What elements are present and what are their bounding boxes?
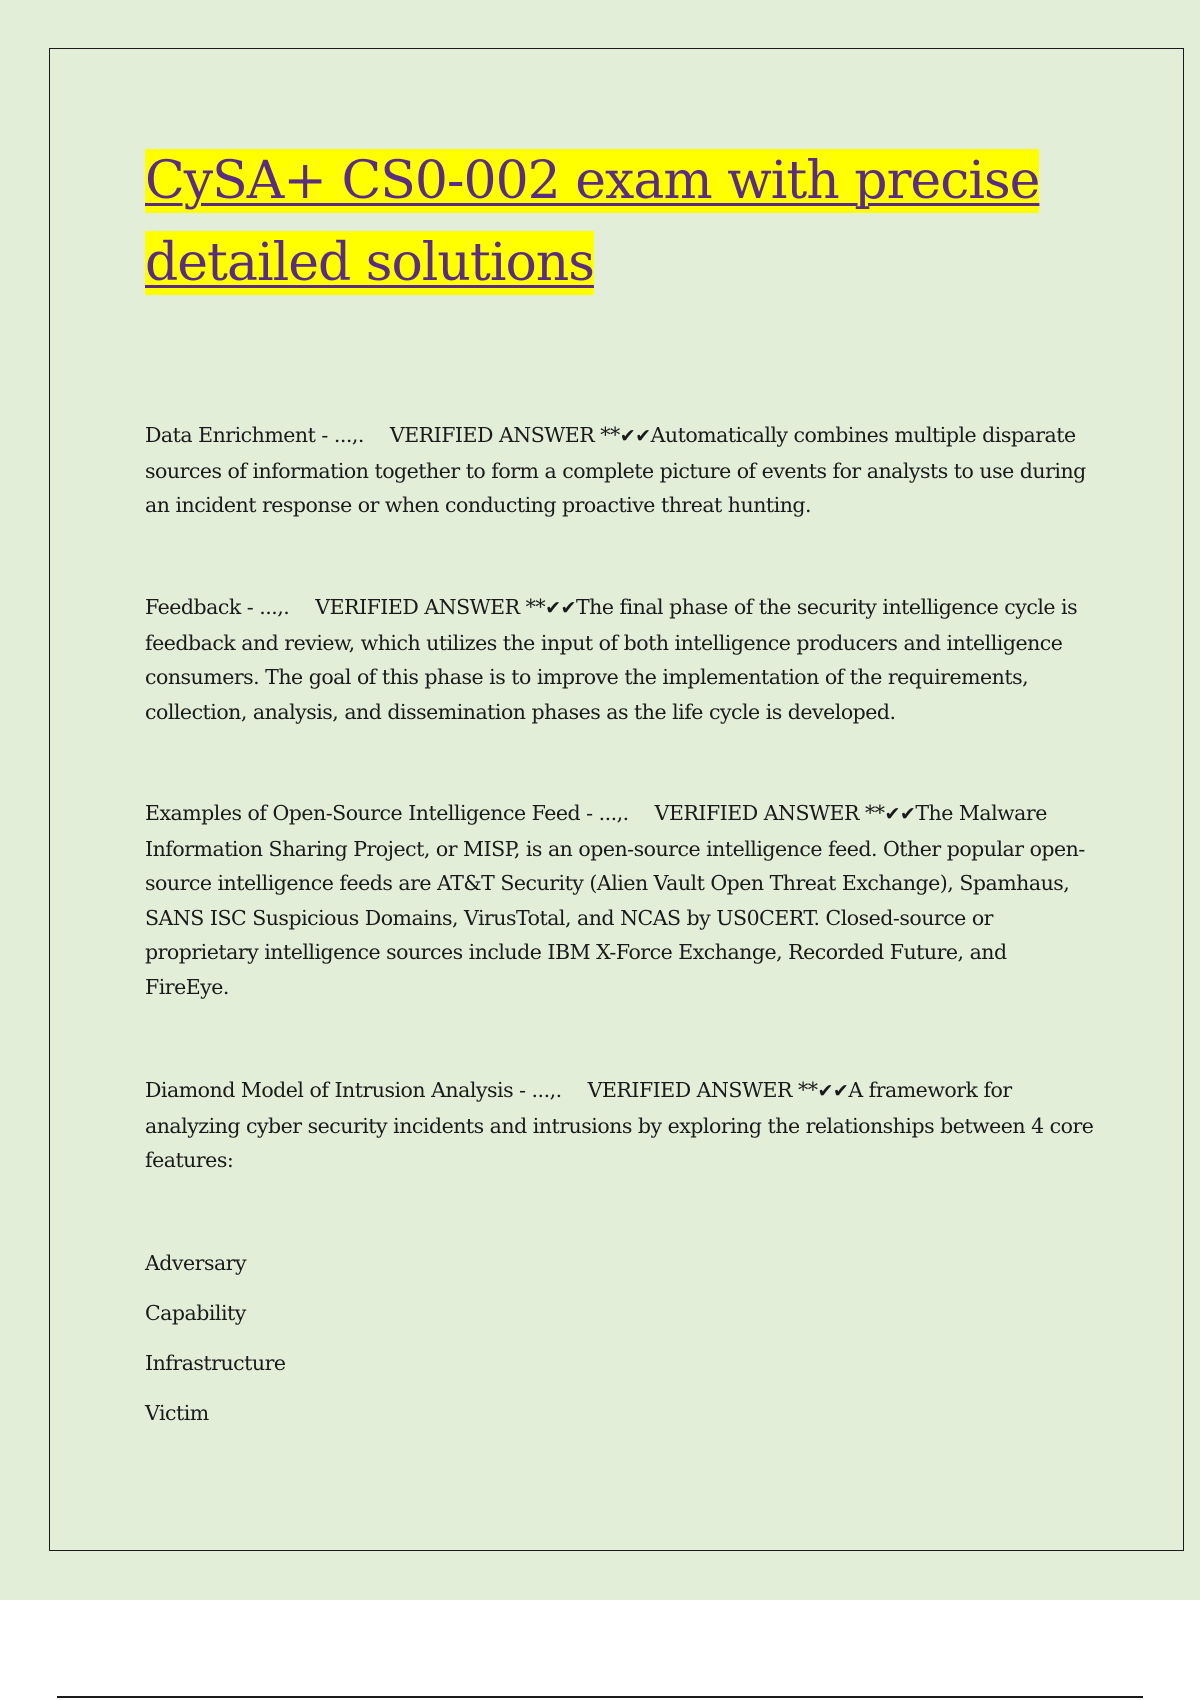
footer-divider — [57, 1696, 1143, 1698]
qa-item-diamond-model — [145, 1073, 1095, 1178]
core-features-list — [145, 1245, 286, 1445]
qa-item-osint-feeds — [145, 796, 1095, 1004]
verified-answer-label: VERIFIED ANSWER ** — [315, 595, 546, 619]
qa-answer: Automatically combines multiple disparate sources of information together to form a complete picture of events for analysts to use during an incident response or when conducting proactive threat hunting. — [145, 423, 1086, 517]
check-icon: ✔✔ — [619, 425, 651, 447]
check-icon: ✔✔ — [884, 803, 916, 825]
qa-term: Diamond Model of Intrusion Analysis - ...,. — [145, 1078, 562, 1102]
verified-answer-label: VERIFIED ANSWER ** — [654, 801, 885, 825]
list-item: Victim — [145, 1401, 209, 1425]
qa-term: Examples of Open-Source Intelligence Feed - ...,. — [145, 801, 629, 825]
qa-answer: A framework for analyzing cyber security incidents and intrusions by exploring the relationships between 4 core features: — [145, 1078, 1094, 1172]
document-title — [145, 140, 1045, 304]
verified-answer-label: VERIFIED ANSWER ** — [587, 1078, 818, 1102]
qa-item-data-enrichment — [145, 418, 1095, 523]
verified-answer-label: VERIFIED ANSWER ** — [389, 423, 620, 447]
qa-answer: The final phase of the security intelligence cycle is feedback and review, which utilizes the input of both intelligence producers and intelligence consumers. The goal of this phase is to improve the implementation of the requirements, collection, analysis, and dissemination phases as the life cycle is developed. — [145, 595, 1078, 724]
qa-term: Data Enrichment - ...,. — [145, 423, 364, 447]
qa-answer: The Malware Information Sharing Project, or MISP, is an open-source intelligence feed. Other popular open-source intelligence feeds are AT&T Security (Alien Vault Open Threat Exchange), Spamhaus, SANS ISC Suspicious Domains, VirusTotal, and NCAS by US0CERT. Closed-source or proprietary intelligence sources include IBM X-Force Exchange, Recorded Future, and FireEye. — [145, 801, 1085, 999]
title-line-2: detailed solutions — [145, 233, 594, 293]
qa-term: Feedback - ...,. — [145, 595, 290, 619]
check-icon: ✔✔ — [817, 1080, 849, 1102]
list-item: Adversary — [145, 1251, 247, 1275]
qa-item-feedback — [145, 590, 1095, 729]
check-icon: ✔✔ — [545, 597, 576, 619]
title-line-1: CySA+ CS0-002 exam with precise — [145, 151, 1040, 211]
list-item: Infrastructure — [145, 1351, 286, 1375]
list-item: Capability — [145, 1301, 246, 1325]
